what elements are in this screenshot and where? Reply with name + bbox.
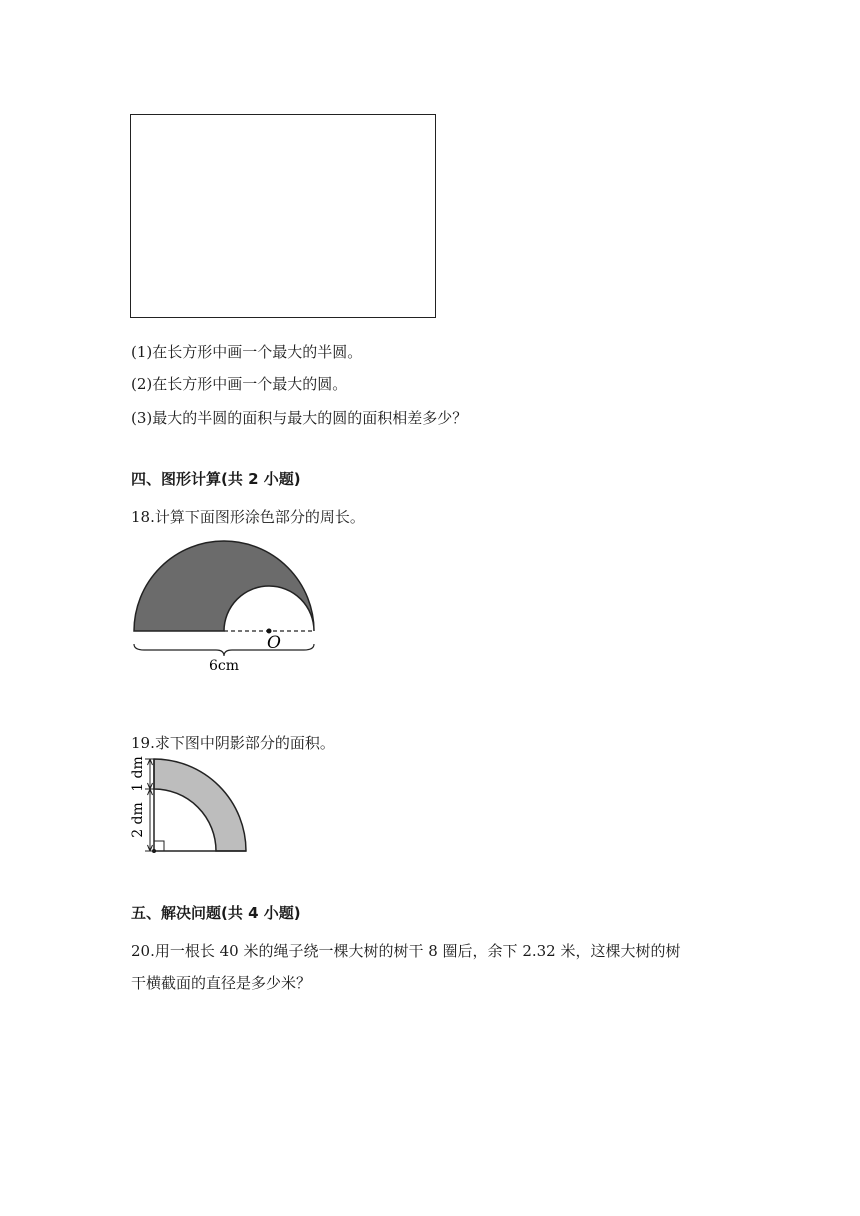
q19-inner-label: 2 dm [130, 802, 146, 838]
q18-width-label: 6cm [208, 658, 240, 674]
q18-center-label: O [267, 633, 281, 653]
section4-heading: 四、图形计算(共 2 小题) [131, 470, 301, 488]
q19-figure [124, 755, 254, 860]
q17-part1: (1)在长方形中画一个最大的半圆。 [131, 343, 363, 361]
q19-right-angle-mark [154, 841, 164, 851]
section5-heading: 五、解决问题(共 4 小题) [131, 904, 301, 922]
q17-part3: (3)最大的半圆的面积与最大的圆的面积相差多少？ [131, 409, 468, 427]
q18-text: 18.计算下面图形涂色部分的周长。 [131, 508, 365, 526]
q17-part2: (2)在长方形中画一个最大的圆。 [131, 375, 348, 393]
q18-shaded-region [134, 541, 314, 631]
q20-line2: 干横截面的直径是多少米？ [131, 974, 312, 992]
q18-brace [134, 644, 314, 656]
q20-line1: 20.用一根长 40 米的绳子绕一棵大树的树干 8 圈后，余下 2.32 米，这棵大树的树 [131, 942, 681, 960]
drawing-rectangle [130, 114, 436, 318]
q19-outer-label: 1 dm [130, 756, 146, 792]
q19-shaded-ring [154, 759, 246, 851]
q18-figure [124, 535, 324, 675]
q19-text: 19.求下图中阴影部分的面积。 [131, 734, 335, 752]
